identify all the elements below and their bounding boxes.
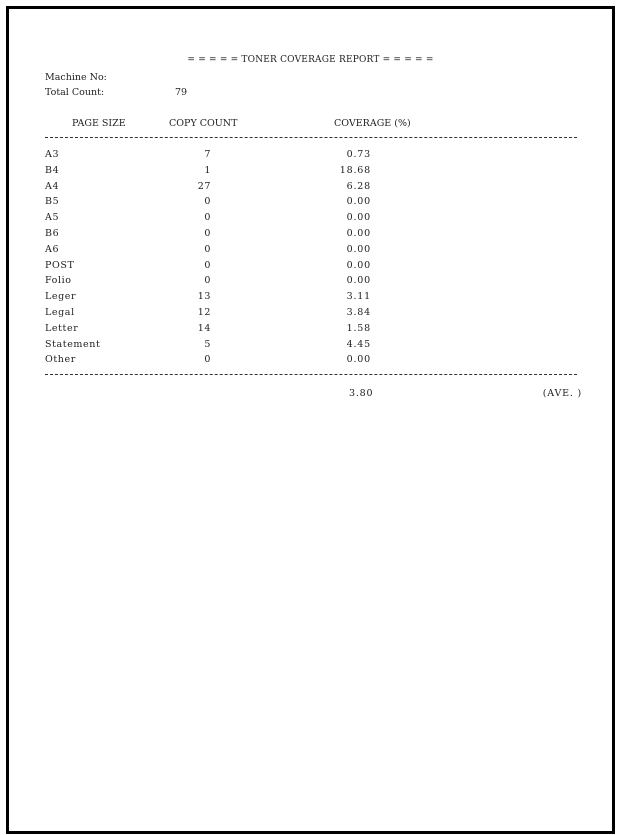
copy-count-cell: 0 (204, 259, 211, 271)
coverage-cell: 0.73 (346, 149, 371, 160)
top-divider (45, 137, 577, 138)
table-row (45, 149, 577, 165)
page-size-cell: B4 (45, 164, 60, 176)
header-coverage: COVERAGE (%) (334, 118, 411, 129)
header-page-size: PAGE SIZE (72, 118, 126, 129)
total-count-value: 79 (175, 87, 188, 98)
table-row (45, 212, 577, 228)
coverage-cell: 1.58 (346, 322, 371, 334)
coverage-cell: 18.68 (339, 164, 371, 176)
coverage-cell: 0.00 (346, 196, 371, 208)
machine-no-label: Machine No: (45, 72, 107, 83)
bottom-divider (45, 374, 577, 375)
page-size-cell: A5 (45, 212, 60, 224)
report-title: = = = = = TONER COVERAGE REPORT = = = = = (187, 55, 434, 65)
coverage-cell: 0.00 (346, 275, 371, 287)
copy-count-cell: 1 (204, 164, 211, 176)
table-row (45, 307, 577, 323)
copy-count-cell: 0 (204, 212, 211, 224)
copy-count-cell: 13 (197, 291, 211, 303)
page-size-cell: Leger (45, 291, 77, 303)
page-size-cell: Legal (45, 306, 75, 318)
page-size-cell: Folio (45, 275, 72, 287)
coverage-cell: 3.11 (346, 291, 371, 303)
page-size-cell: POST (45, 259, 75, 271)
average-coverage-value: 3.80 (349, 388, 374, 399)
copy-count-cell: 0 (204, 227, 211, 239)
header-copy-count: COPY COUNT (169, 118, 238, 129)
copy-count-cell: 12 (197, 306, 211, 318)
table-row (45, 260, 577, 276)
copy-count-cell: 0 (204, 196, 211, 208)
page-size-cell: A6 (45, 243, 60, 255)
average-label: (AVE. ) (542, 388, 582, 399)
page-size-cell: Other (45, 354, 76, 366)
page-size-cell: A3 (45, 149, 60, 160)
copy-count-cell: 27 (197, 180, 211, 192)
report-page (6, 6, 615, 834)
coverage-table-rows (45, 149, 577, 370)
coverage-cell: 0.00 (346, 212, 371, 224)
table-row (45, 354, 577, 370)
table-row (45, 244, 577, 260)
coverage-cell: 0.00 (346, 243, 371, 255)
coverage-cell: 0.00 (346, 227, 371, 239)
table-row (45, 165, 577, 181)
page-size-cell: B5 (45, 196, 60, 208)
table-row (45, 275, 577, 291)
page-size-cell: Statement (45, 338, 101, 350)
coverage-cell: 3.84 (346, 306, 371, 318)
table-row (45, 228, 577, 244)
table-row (45, 339, 577, 355)
total-count-label: Total Count: (45, 87, 105, 98)
page-size-cell: Letter (45, 322, 79, 334)
coverage-cell: 0.00 (346, 354, 371, 366)
copy-count-cell: 7 (204, 149, 211, 160)
page-size-cell: A4 (45, 180, 60, 192)
table-row (45, 291, 577, 307)
table-row (45, 196, 577, 212)
page-size-cell: B6 (45, 227, 60, 239)
coverage-cell: 6.28 (346, 180, 371, 192)
copy-count-cell: 0 (204, 354, 211, 366)
coverage-cell: 0.00 (346, 259, 371, 271)
copy-count-cell: 0 (204, 275, 211, 287)
copy-count-cell: 14 (197, 322, 211, 334)
table-row (45, 323, 577, 339)
copy-count-cell: 5 (204, 338, 211, 350)
copy-count-cell: 0 (204, 243, 211, 255)
coverage-cell: 4.45 (346, 338, 371, 350)
table-row (45, 181, 577, 197)
